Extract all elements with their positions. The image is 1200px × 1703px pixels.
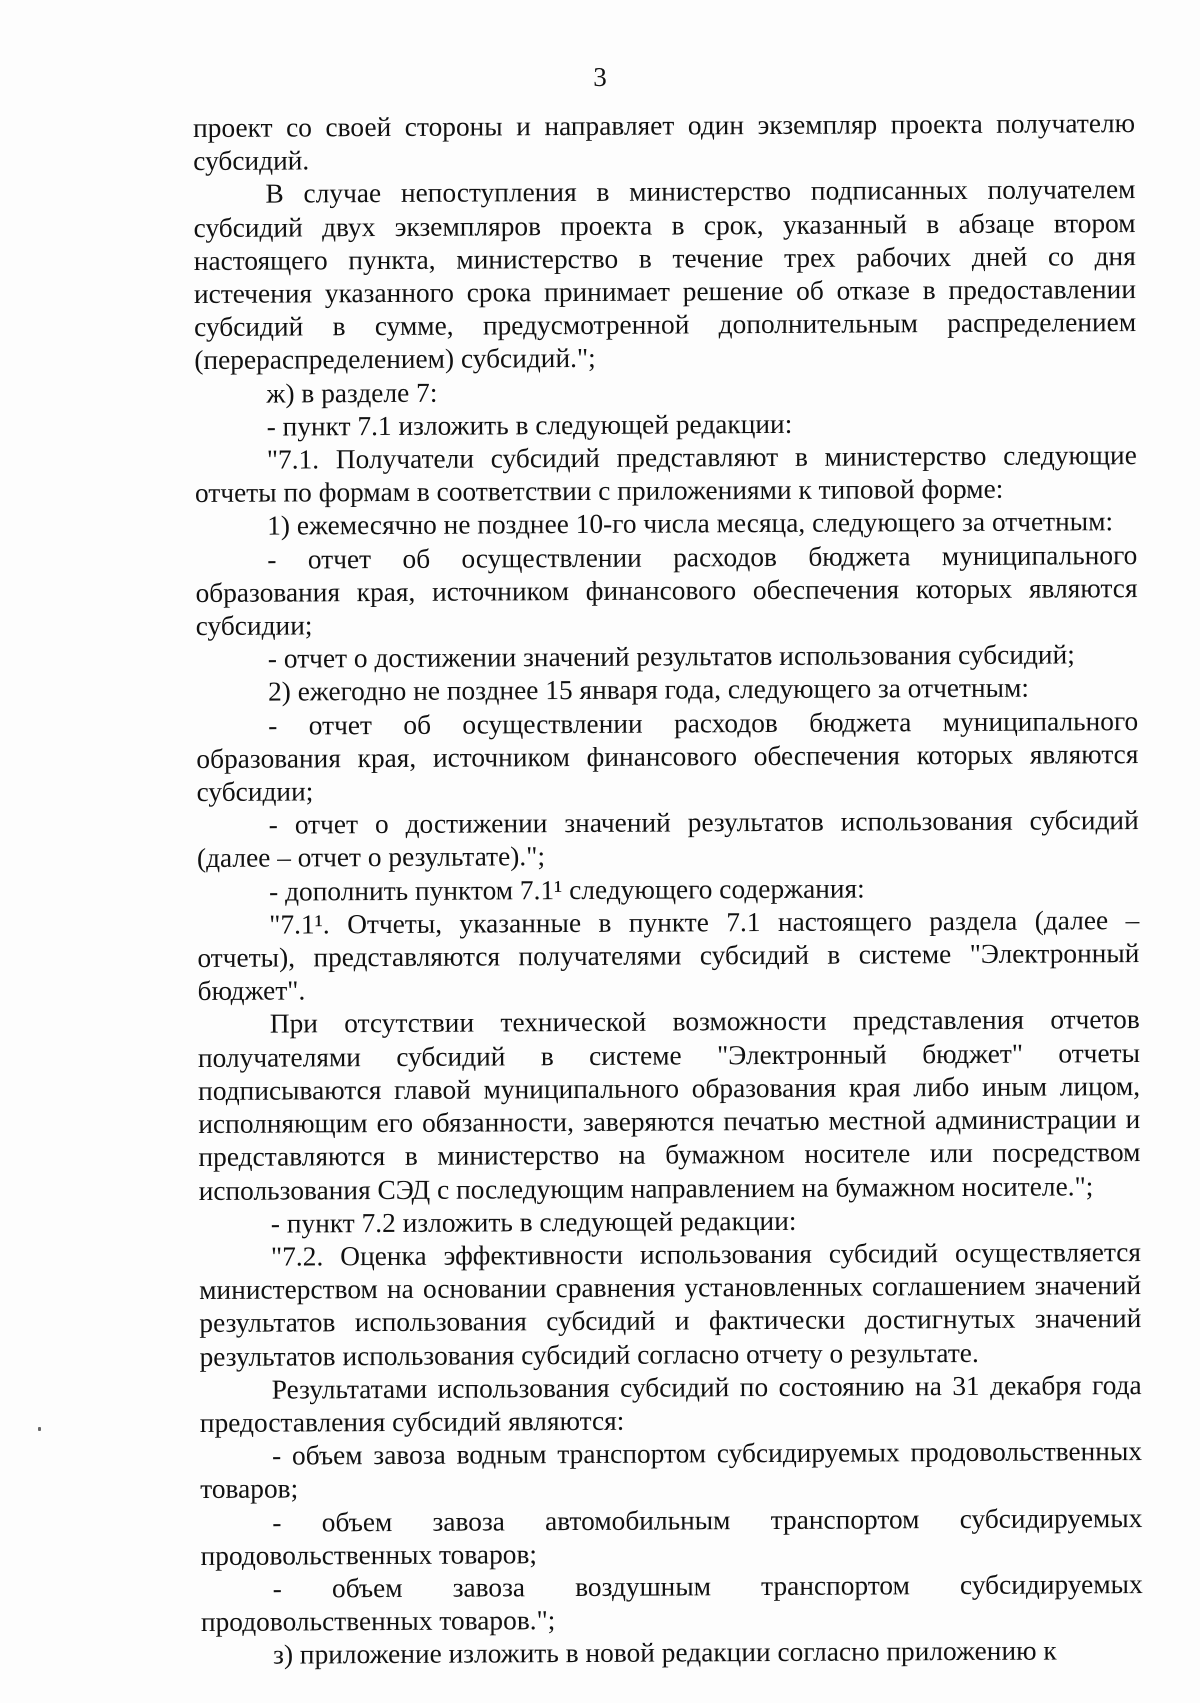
paragraph: "7.1¹. Отчеты, указанные в пункте 7.1 настоящего раздела (далее – отчеты), представляются получателями субсидий в системе "Электронный бюджет". — [197, 904, 1140, 1007]
paragraph: - пункт 7.1 изложить в следующей редакции: — [266, 408, 793, 442]
paragraph: 2) ежегодно не позднее 15 января года, следующего за отчетным: — [267, 673, 1030, 708]
paragraph: При отсутствии технической возможности представления отчетов получателями субсидий в системе "Электронный бюджет" отчеты подписываются главой муниципального образования края либо иным лицом, исполняющим его обязанности, заверяются печатью местной администрации и представляются в министерство на бумажном носителе или посредством использования СЭД с последующим направлением на бумажном носителе."; — [197, 1004, 1141, 1206]
paragraph: - отчет об осуществлении расходов бюджета муниципального образования края, источником финансового обеспечения которых являются субсидии; — [195, 539, 1138, 642]
paragraph: В случае непоступления в министерство подписанных получателем субсидий двух экземпляров проекта в срок, указанный в абзаце втором настоящего пункта, министерство в течение трех рабочих дней со дня истечения указанного срока принимает решение об отказе в предоставлении субсидий в сумме, предусмотренной дополнительным распределением (перераспределением) субсидий."; — [193, 174, 1137, 376]
paragraph: ж) в разделе 7: — [266, 377, 438, 409]
paragraph: "7.1. Получатели субсидий представляют в министерство следующие отчеты по формам в соответствии с приложениями к типовой форме: — [194, 440, 1137, 509]
paragraph: проект со своей стороны и направляет один экземпляр проекта получателю субсидий. — [193, 108, 1136, 177]
paragraph: Результатами использования субсидий по состоянию на 31 декабря года предоставления субсидий являются: — [199, 1369, 1142, 1438]
paragraph: з) приложение изложить в новой редакции согласно приложению к — [273, 1635, 1057, 1670]
paragraph: - отчет о достижении значений результатов использования субсидий; — [267, 639, 1075, 674]
paragraph: - дополнить пунктом 7.1¹ следующего содержания: — [269, 873, 865, 907]
paragraph: - объем завоза автомобильным транспортом субсидируемых продовольственных товаров; — [200, 1502, 1143, 1571]
document-body — [193, 107, 1143, 1672]
scan-speck — [38, 1427, 41, 1431]
paragraph: - отчет об осуществлении расходов бюджета муниципального образования края, источником финансового обеспечения которых являются субсидии; — [196, 705, 1139, 808]
page-number: 3 — [593, 62, 607, 92]
paragraph: 1) ежемесячно не позднее 10-го числа месяца, следующего за отчетным: — [267, 506, 1114, 542]
paragraph: - пункт 7.2 изложить в следующей редакции: — [270, 1205, 797, 1239]
paragraph: "7.2. Оценка эффективности использования субсидий осуществляется министерством на основании сравнения установленных соглашением значений результатов использования субсидий и фактически достигнутых значений результатов использования субсидий согласно отчету о результате. — [199, 1236, 1142, 1372]
paragraph: - объем завоза водным транспортом субсидируемых продовольственных товаров; — [200, 1436, 1143, 1505]
paragraph: - объем завоза воздушным транспортом субсидируемых продовольственных товаров."; — [200, 1568, 1143, 1638]
paragraph: - отчет о достижении значений результатов использования субсидий (далее – отчет о результате)."; — [196, 805, 1139, 874]
